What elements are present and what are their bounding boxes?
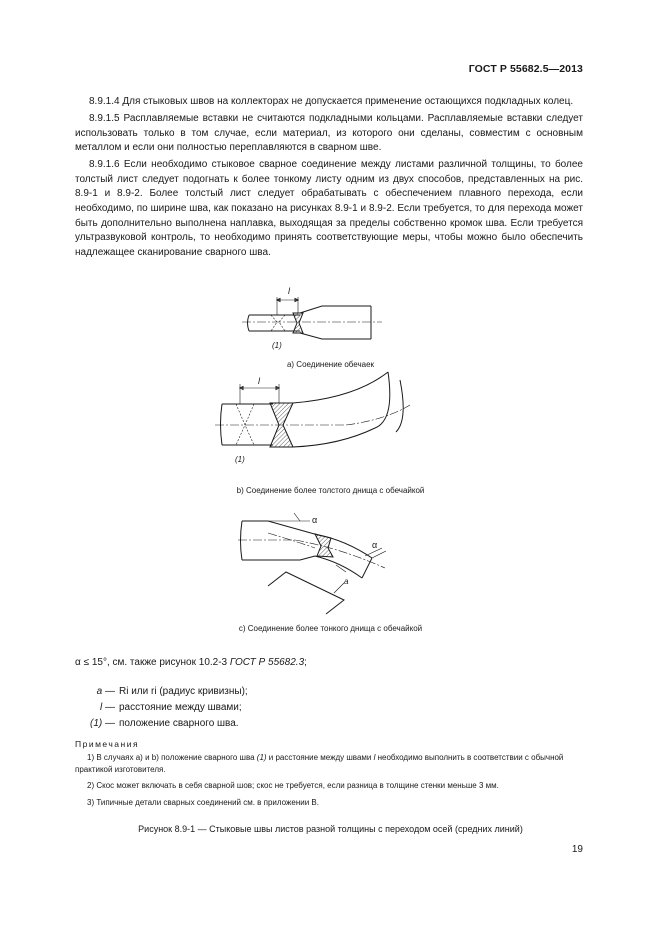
alpha-note-reference: ГОСТ Р 55682.3	[229, 657, 305, 668]
page-number: 19	[571, 844, 583, 855]
alpha-note-end: ;	[304, 657, 307, 668]
legend-item-l: l — расстояние между швами;	[99, 702, 242, 713]
figure-title: Рисунок 8.9-1 — Стыковые швы листов разной толщины с переходом осей (средних линий)	[138, 824, 523, 834]
note-1-part-2: и расстояние между швами	[266, 753, 374, 762]
note-1-part-1: 1) В случаях а) и b) положение сварного шва	[87, 753, 257, 762]
drawing-c-thin-head-joint	[238, 513, 386, 614]
alpha-note	[75, 657, 307, 668]
note-1-l-ref: l	[373, 753, 376, 762]
caption-c: c) Соединение более тонкого днища с обечайкой	[238, 624, 423, 633]
drawing-a-shell-joint	[242, 286, 382, 350]
legend-key-a: a	[96, 686, 103, 697]
drawing-c-label-alpha-2: α	[372, 540, 378, 550]
notes-list	[75, 752, 583, 808]
drawing-a-label-weld-pos: (1)	[272, 341, 282, 350]
legend-item-a: a — Ri или ri (радиус кривизны);	[96, 686, 248, 697]
notes-title: Примечания	[75, 739, 140, 749]
drawing-b-thick-head-joint	[215, 372, 410, 464]
paragraph-8-9-1-4: 8.9.1.4 Для стыковых швов на коллекторах не допускается применение остающихся подкладных колец.	[89, 96, 574, 107]
legend-key-weld: (1)	[89, 718, 103, 729]
note-1-part-3: необходимо выполнить в соответствии с обычной практикой изготовителя.	[75, 753, 564, 774]
legend-key-l: l	[99, 702, 103, 713]
legend-text-a: Ri или ri (радиус кривизны);	[119, 686, 248, 697]
legend-text-l: расстояние между швами;	[119, 702, 242, 713]
document-standard-header: ГОСТ Р 55682.5—2013	[468, 63, 583, 75]
note-1	[75, 752, 583, 775]
note-2: 2) Скос может включать в себя сварной шов; скос не требуется, если разница в толщине стенки меньше 3 мм.	[87, 781, 499, 790]
note-3: 3) Типичные детали сварных соединений см. в приложении В.	[87, 797, 319, 807]
caption-a: а) Соединение обечаек	[286, 360, 375, 369]
drawing-b-label-l: l	[258, 376, 260, 386]
paragraph-8-9-1-5: 8.9.1.5 Расплавляемые вставки не считаются подкладными кольцами. Расплавляемые вставки следует использовать только в том случае, если материал, из которого они сделаны, совместим с основным металлом и если они полностью переплавляются в сварном шве.	[75, 112, 583, 154]
alpha-note-text: α ≤ 15°, см. также рисунок 10.2-3	[75, 657, 230, 668]
legend-item-weld: (1) — положение сварного шва.	[89, 718, 239, 729]
drawing-c-label-a: a	[344, 577, 349, 586]
legend-text-weld: положение сварного шва.	[119, 718, 239, 729]
note-1-weld-ref: (1)	[256, 753, 267, 762]
drawing-c-label-alpha-1: α	[312, 515, 318, 525]
caption-b: b) Соединение более толстого днища с обечайкой	[236, 486, 425, 495]
drawing-b-label-weld-pos: (1)	[235, 455, 245, 464]
paragraph-8-9-1-6: 8.9.1.6 Если необходимо стыковое сварное соединение между листами различной толщины, то более толстый лист следует подогнать к более тонкому листу одним из двух способов, представленных на рис. 8.9-1 и 8.9-2. Более толстый лист следует обрабатывать с обеспечением плавного перехода, если необходимо, по ширине шва, как показано на рисунках 8.9-1 и 8.9-2. Если требуется, то для перехода может быть дополнительно выполнена наплавка, выходящая за пределы собственно кромок шва. Если требуется ультразвуковой контроль, то необходимо принять соответствующие меры, чтобы можно было обеспечить надлежащее сканирование сварного шва.	[75, 159, 583, 258]
drawing-a-label-l: l	[288, 286, 290, 296]
